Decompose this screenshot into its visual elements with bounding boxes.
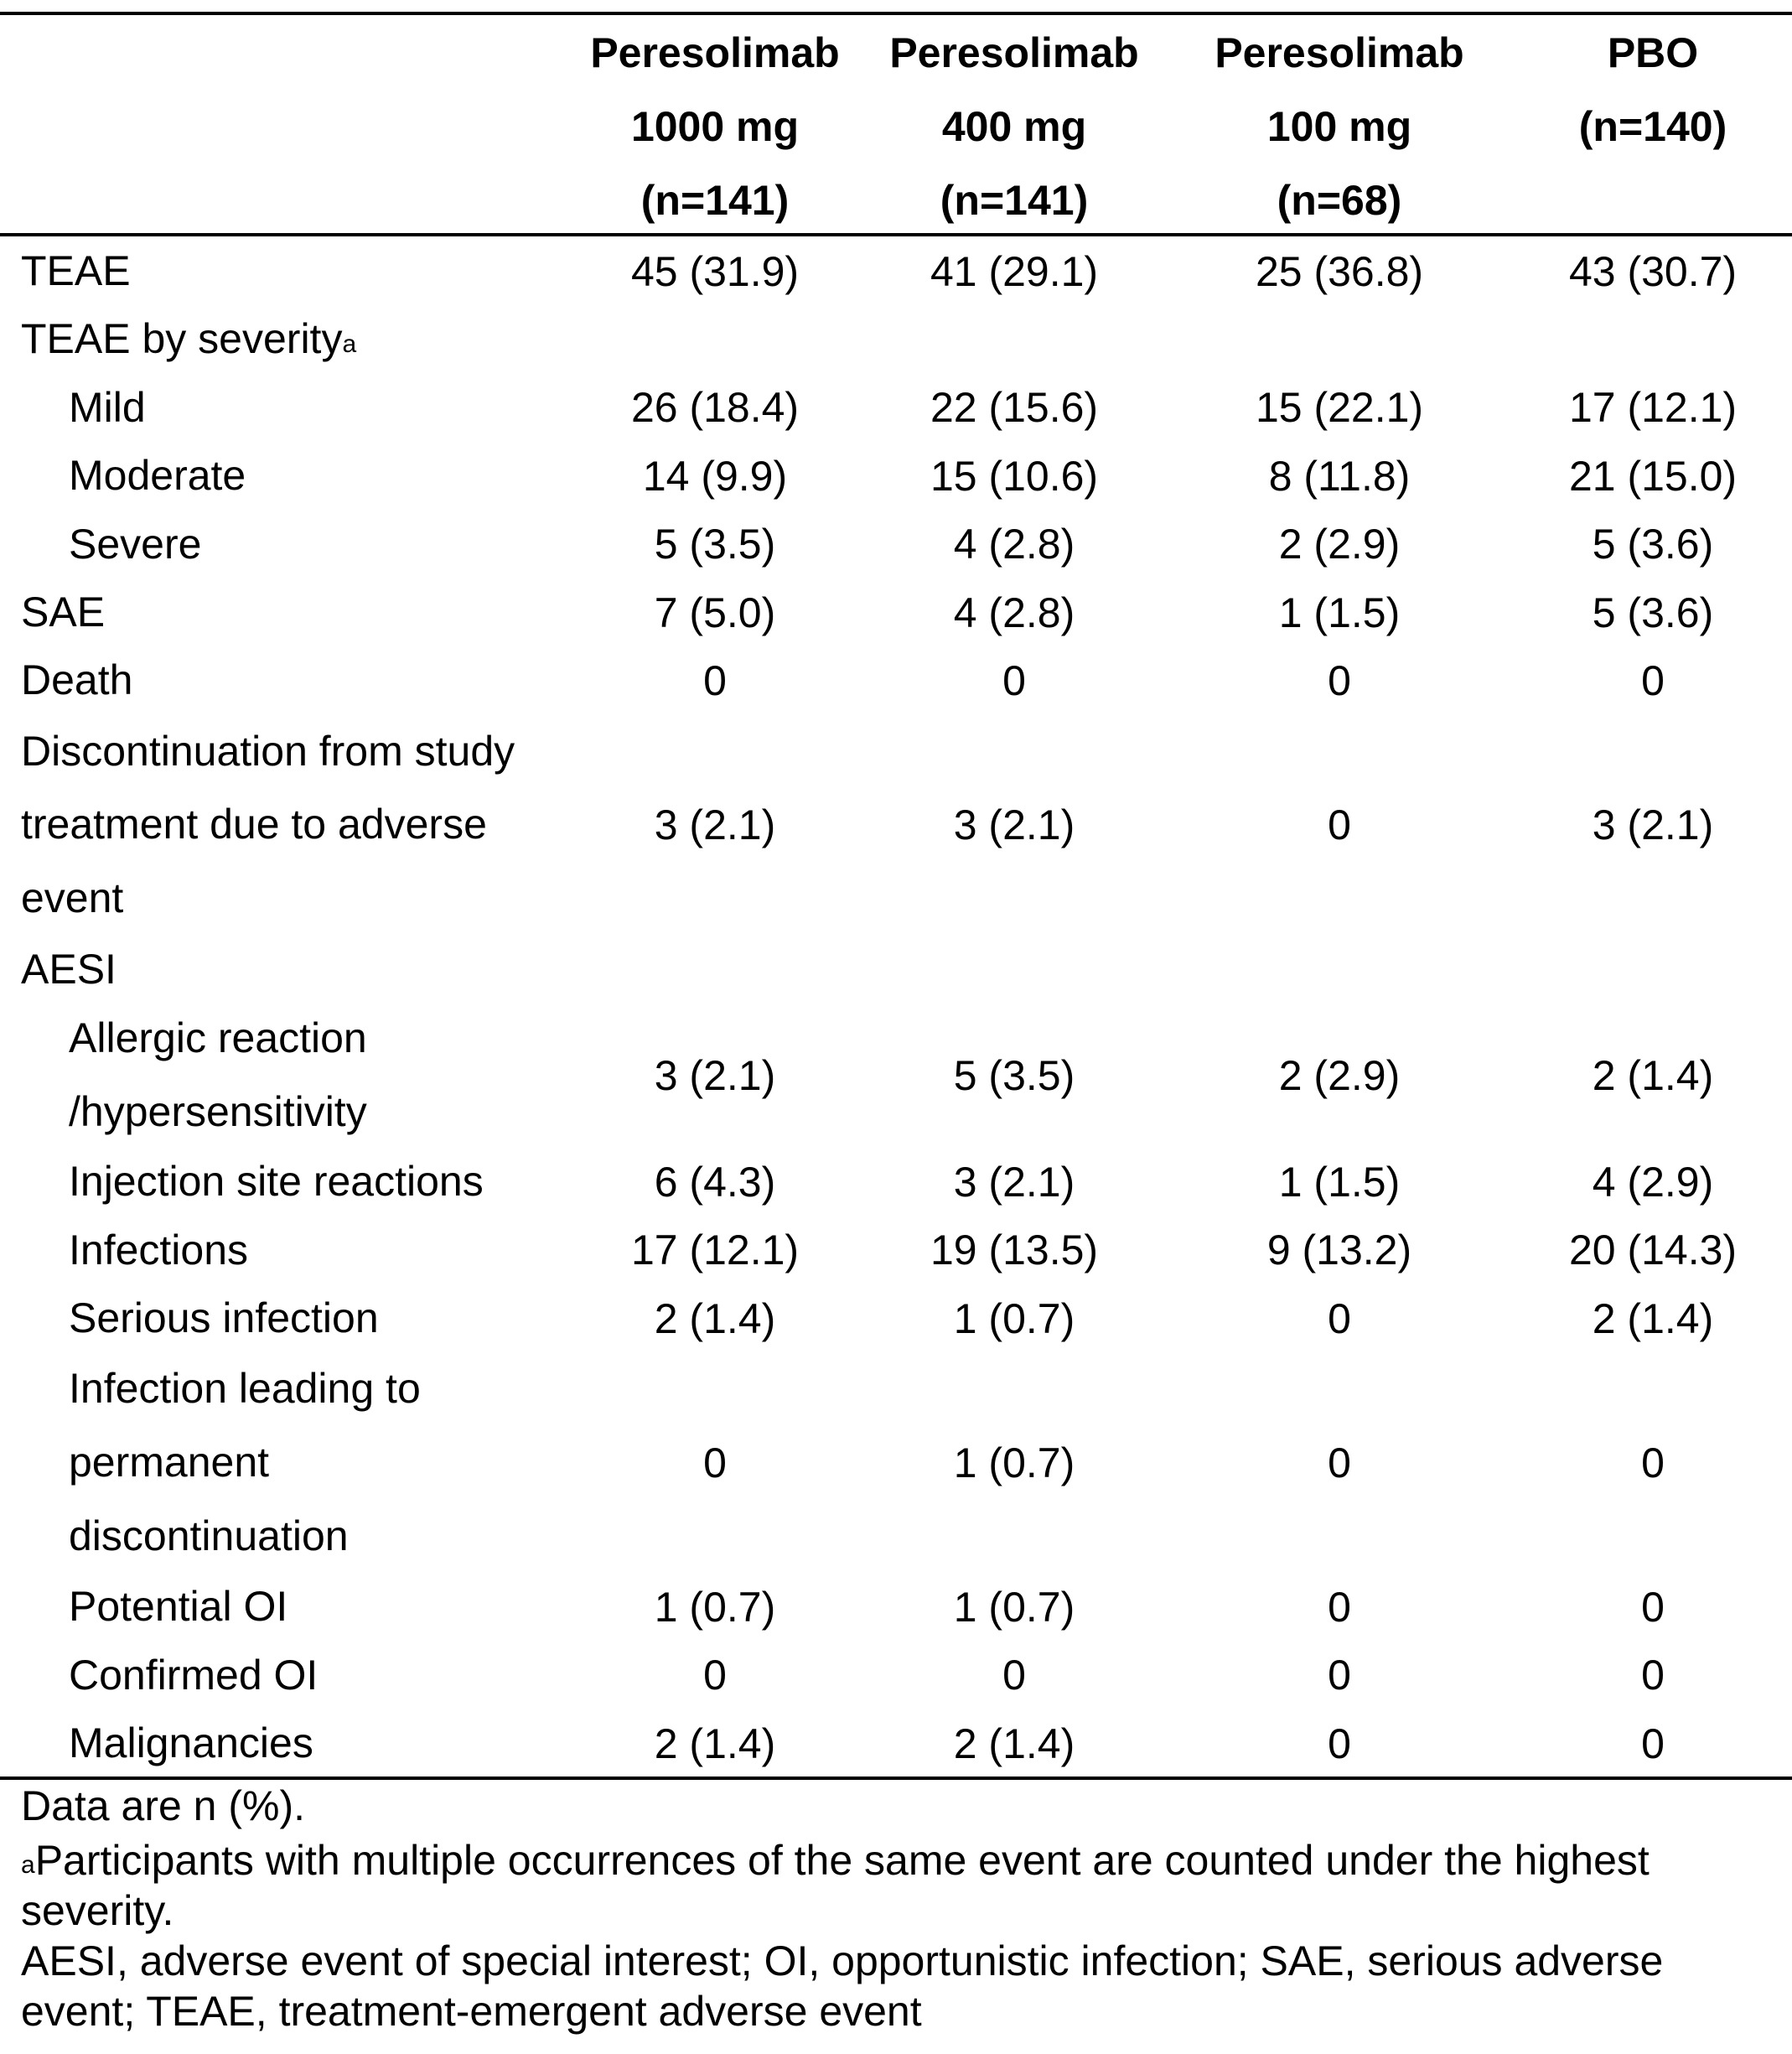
table-cell: [1197, 305, 1482, 373]
table-cell: 2 (1.4): [654, 1719, 776, 1767]
row-label: [21, 646, 132, 714]
table-cell: [572, 305, 857, 373]
row-label-text: Confirmed OI: [69, 1651, 319, 1699]
table-cell: 0: [1328, 1719, 1351, 1767]
header-line: 1000 mg: [630, 103, 800, 150]
table-cell: 5 (3.5): [953, 1052, 1075, 1100]
table-cell: 25 (36.8): [1255, 247, 1424, 295]
table-cell: 5 (3.6): [1592, 589, 1714, 636]
footnotes: [21, 1781, 1773, 2036]
row-label: [69, 1352, 421, 1573]
table-cell: 7 (5.0): [654, 589, 776, 636]
table-cell: 4 (2.8): [953, 589, 1075, 636]
row-label: [69, 1284, 379, 1352]
header-line: Peresolimab: [889, 29, 1139, 76]
table-cell: 8 (11.8): [1268, 452, 1411, 500]
table-cell: 0: [1328, 1652, 1351, 1699]
row-label-text: TEAE: [21, 247, 131, 294]
table-cell: 2 (2.9): [1278, 521, 1401, 568]
table-cell: 3 (2.1): [953, 1158, 1075, 1206]
row-label-text: Death: [21, 656, 133, 704]
table-cell: 0: [1641, 1719, 1665, 1767]
footnote-data-note: Data are n (%).: [21, 1782, 306, 1829]
table-cell: 0: [1641, 1439, 1665, 1486]
row-label: [69, 511, 201, 578]
table-header: [0, 16, 1792, 235]
header-line: PBO: [1607, 29, 1699, 76]
table-row: [0, 237, 1792, 305]
table-bottom-rule: [0, 1777, 1792, 1780]
row-label: [69, 442, 246, 510]
row-label-text: Discontinuation from study treatment due to adverse event: [21, 727, 515, 922]
table-cell: 1 (0.7): [953, 1439, 1075, 1486]
table-row: [0, 715, 1792, 936]
table-cell: 9 (13.2): [1266, 1227, 1412, 1274]
table-cell: 0: [1002, 657, 1026, 705]
table-row: [0, 374, 1792, 442]
table-cell: 1 (0.7): [953, 1294, 1075, 1342]
footnote-marker: a: [21, 1851, 35, 1879]
table-cell: [1510, 936, 1792, 1004]
table-cell: 2 (2.9): [1278, 1052, 1401, 1100]
table-cell: 3 (2.1): [654, 801, 776, 849]
table-cell: 19 (13.5): [930, 1227, 1099, 1274]
table-cell: 6 (4.3): [654, 1158, 776, 1206]
row-label-text: Malignancies: [69, 1719, 313, 1767]
table-cell: 1 (1.5): [1278, 1158, 1401, 1206]
header-line: (n=140): [1578, 103, 1727, 150]
table-cell: 0: [1328, 801, 1351, 849]
table-cell: 1 (1.5): [1278, 589, 1401, 636]
row-label: [21, 305, 356, 373]
table-cell: [872, 305, 1157, 373]
table-cell: 1 (0.7): [654, 1583, 776, 1631]
table-row: [0, 578, 1792, 646]
table-row: [0, 1148, 1792, 1216]
row-label: [21, 237, 131, 305]
header-line: (n=141): [640, 177, 790, 224]
row-label: [69, 1642, 318, 1709]
table-cell: 15 (22.1): [1255, 384, 1424, 432]
row-label-text: TEAE by severity: [21, 315, 343, 363]
table-row: [0, 1284, 1792, 1352]
footnote-a-text: Participants with multiple occurrences of the same event are counted under the highest severity.: [21, 1837, 1650, 1934]
table-row: [0, 1352, 1792, 1573]
table-cell: 0: [703, 657, 727, 705]
table-cell: [1197, 936, 1482, 1004]
table-cell: 21 (15.0): [1568, 452, 1738, 500]
row-label: [69, 374, 146, 442]
row-label: [69, 1573, 287, 1641]
table-cell: [572, 936, 857, 1004]
table-cell: 26 (18.4): [630, 384, 800, 432]
table-cell: 15 (10.6): [930, 452, 1099, 500]
table-row: [0, 1709, 1792, 1777]
row-label-text: Infection leading to permanent discontinuation: [69, 1365, 421, 1559]
table-cell: 1 (0.7): [953, 1583, 1075, 1631]
table-row: [0, 511, 1792, 578]
table-row: [0, 1004, 1792, 1148]
table-cell: [1510, 305, 1792, 373]
column-header-pbo: [1510, 16, 1792, 163]
row-label: [21, 715, 515, 936]
table-cell: 0: [1641, 657, 1665, 705]
table-cell: 41 (29.1): [930, 247, 1099, 295]
table-cell: 0: [1641, 1583, 1665, 1631]
table-cell: 2 (1.4): [953, 1719, 1075, 1767]
column-header-peresolimab-1000: [572, 16, 857, 237]
row-label: [69, 1216, 248, 1284]
header-line: Peresolimab: [1215, 29, 1464, 76]
header-line: Peresolimab: [590, 29, 840, 76]
table-row: [0, 442, 1792, 510]
table-cell: 5 (3.5): [654, 521, 776, 568]
header-line: 100 mg: [1266, 103, 1412, 150]
row-label-text: Allergic reaction /hypersensitivity: [69, 1014, 367, 1136]
row-label: [69, 1709, 313, 1777]
table-cell: 17 (12.1): [630, 1227, 800, 1274]
column-header-peresolimab-100: [1197, 16, 1482, 237]
table-row: [0, 1642, 1792, 1709]
table-cell: 3 (2.1): [654, 1052, 776, 1100]
table-cell: 0: [1328, 1583, 1351, 1631]
table-cell: 2 (1.4): [654, 1294, 776, 1342]
footnote-marker: a: [342, 330, 357, 359]
row-label: [21, 578, 105, 646]
table-body: [0, 237, 1792, 1777]
table-cell: [872, 936, 1157, 1004]
table-top-rule: [0, 12, 1792, 15]
table-cell: 0: [1328, 1439, 1351, 1486]
table-cell: 14 (9.9): [642, 452, 788, 500]
table-row: [0, 1573, 1792, 1641]
header-line: (n=141): [940, 177, 1089, 224]
row-label-text: Severe: [69, 520, 202, 568]
row-label: [69, 1148, 484, 1216]
row-label-text: Injection site reactions: [69, 1158, 484, 1206]
header-line: (n=68): [1277, 177, 1402, 224]
row-label-text: Potential OI: [69, 1583, 288, 1631]
header-line: 400 mg: [941, 103, 1087, 150]
column-header-peresolimab-400: [872, 16, 1157, 237]
row-label-text: AESI: [21, 945, 117, 993]
table-cell: 45 (31.9): [630, 247, 800, 295]
table-cell: 0: [1328, 657, 1351, 705]
header-bottom-rule: [0, 233, 1792, 236]
table-cell: 4 (2.9): [1592, 1158, 1714, 1206]
table-cell: 20 (14.3): [1568, 1227, 1738, 1274]
table-row: [0, 646, 1792, 714]
footnote-abbreviations: AESI, adverse event of special interest; OI, opportunistic infection; SAE, serious adverse event; TEAE, treatment-emergent adverse event: [21, 1937, 1664, 2035]
table-cell: 0: [703, 1652, 727, 1699]
row-label-text: Serious infection: [69, 1294, 379, 1341]
table-cell: 3 (2.1): [953, 801, 1075, 849]
table-cell: 0: [1641, 1652, 1665, 1699]
footnote-a: [21, 1835, 1773, 1936]
table-cell: 4 (2.8): [953, 521, 1075, 568]
table-row: [0, 1216, 1792, 1284]
table-cell: 22 (15.6): [930, 384, 1099, 432]
table-cell: 43 (30.7): [1568, 247, 1738, 295]
table-cell: 2 (1.4): [1592, 1052, 1714, 1100]
table-cell: 5 (3.6): [1592, 521, 1714, 568]
table-cell: 17 (12.1): [1568, 384, 1738, 432]
table-row: [0, 936, 1792, 1004]
row-label-text: Infections: [69, 1226, 249, 1273]
table-cell: 3 (2.1): [1592, 801, 1714, 849]
table-cell: 0: [1328, 1294, 1351, 1342]
row-label: [69, 1004, 367, 1148]
row-label: [21, 936, 117, 1004]
table-cell: 2 (1.4): [1592, 1294, 1714, 1342]
table-cell: 0: [1002, 1652, 1026, 1699]
row-label-text: Mild: [69, 383, 146, 431]
table-row: [0, 305, 1792, 373]
table-cell: 0: [703, 1439, 727, 1486]
row-label-text: SAE: [21, 588, 106, 635]
row-label-text: Moderate: [69, 452, 246, 500]
